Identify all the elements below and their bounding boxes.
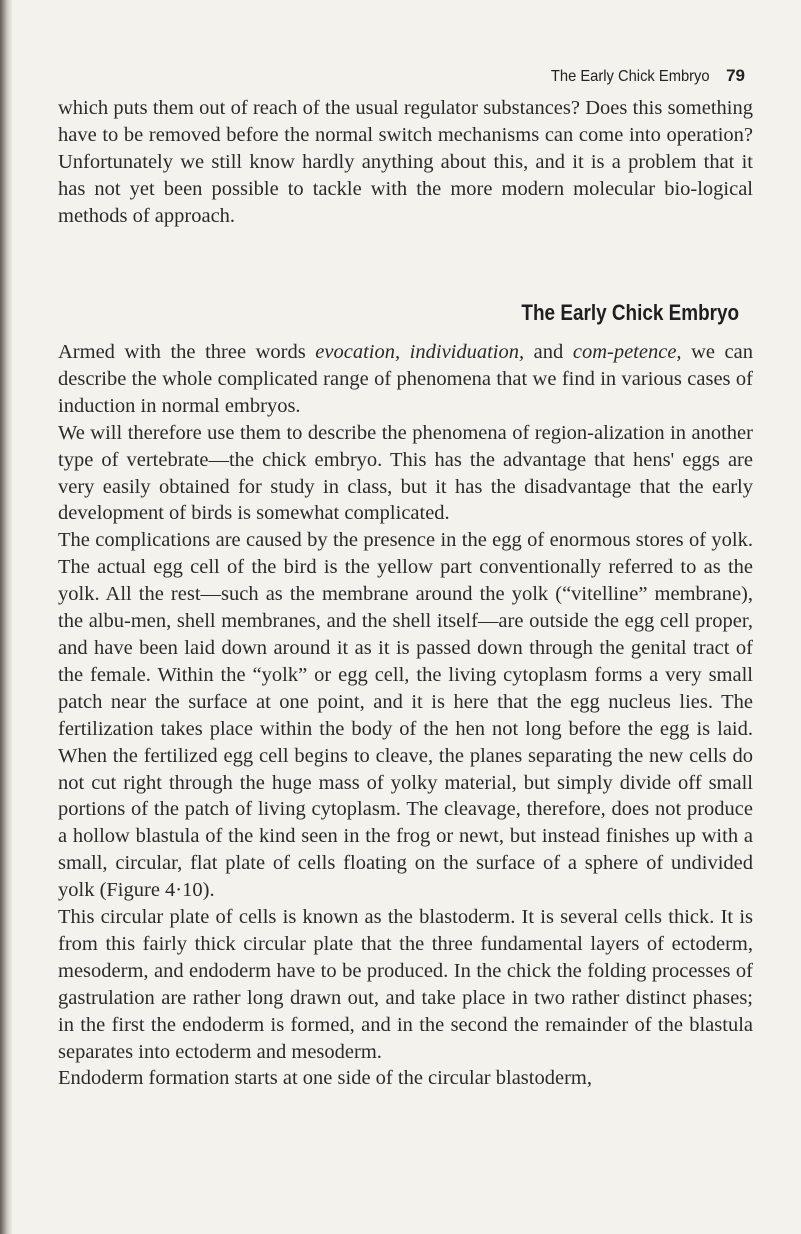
section-body (58, 339, 753, 1092)
section-heading: The Early Chick Embryo (521, 300, 739, 325)
text-run: we can describe the whole complicated range of phenomena that we find in various cases of induction in normal embryos. (58, 341, 754, 417)
text-run: Armed with the three words (58, 341, 316, 363)
page-binding-shadow (0, 0, 12, 1234)
term-competence: com-petence, (572, 341, 682, 363)
term-individuation: individuation, (409, 341, 525, 363)
intro-paragraph-block (58, 95, 753, 230)
text-run: and (524, 341, 573, 363)
paragraph: Endoderm formation starts at one side of the circular blastoderm, (58, 1067, 592, 1090)
running-head-title: The Early Chick Embryo (550, 68, 710, 85)
paragraph: We will therefore use them to describe the phenomena of region-alization in another type of vertebrate—the chick embryo. This has the advantage that hens' eggs are very easily obtained for study in class, but it has the disadvantage that the early development of birds is somewhat complicated. (58, 421, 753, 525)
text-run (400, 341, 410, 363)
term-evocation: evocation, (315, 341, 401, 363)
page-number: 79 (726, 66, 745, 85)
paragraph (58, 339, 753, 420)
paragraph: This circular plate of cells is known as the blastoderm. It is several cells thick. It is from this fairly thick circular plate that the three fundamental layers of ectoderm, mesoderm, and endoderm have to be produced. In the chick the folding processes of gastrulation are rather long drawn out, and take place in two rather distinct phases; in the first the endoderm is formed, and in the second the remainder of the blastula separates into ectoderm and mesoderm. (58, 906, 753, 1063)
paragraph: which puts them out of reach of the usual regulator substances? Does this something have to be removed before the normal switch mechanisms can come into operation? Unfortunately we still know hardly anything about this, and it is a problem that it has not yet been possible to tackle with the more modern molecular bio-logical methods of approach. (58, 97, 753, 227)
paragraph: The complications are caused by the presence in the egg of enormous stores of yolk. The actual egg cell of the bird is the yellow part conventionally referred to as the yolk. All the rest—such as the membrane around the yolk (“vitelline” membrane), the albu-men, shell membranes, and the shell itself—are outside the egg cell proper, and have been laid down around it as it is passed down through the genital tract of the female. Within the “yolk” or egg cell, the living cytoplasm forms a very small patch near the surface at one point, and it is here that the egg nucleus lies. The fertilization takes place within the body of the hen not long before the egg is laid. When the fertilized egg cell begins to cleave, the planes separating the new cells do not cut right through the huge mass of yolky material, but simply divide off small portions of the patch of living cytoplasm. The cleavage, therefore, does not produce a hollow blastula of the kind seen in the frog or newt, but instead finishes up with a small, circular, flat plate of cells floating on the surface of a sphere of undivided yolk (Figure 4·10). (58, 529, 753, 902)
running-head (544, 66, 745, 86)
